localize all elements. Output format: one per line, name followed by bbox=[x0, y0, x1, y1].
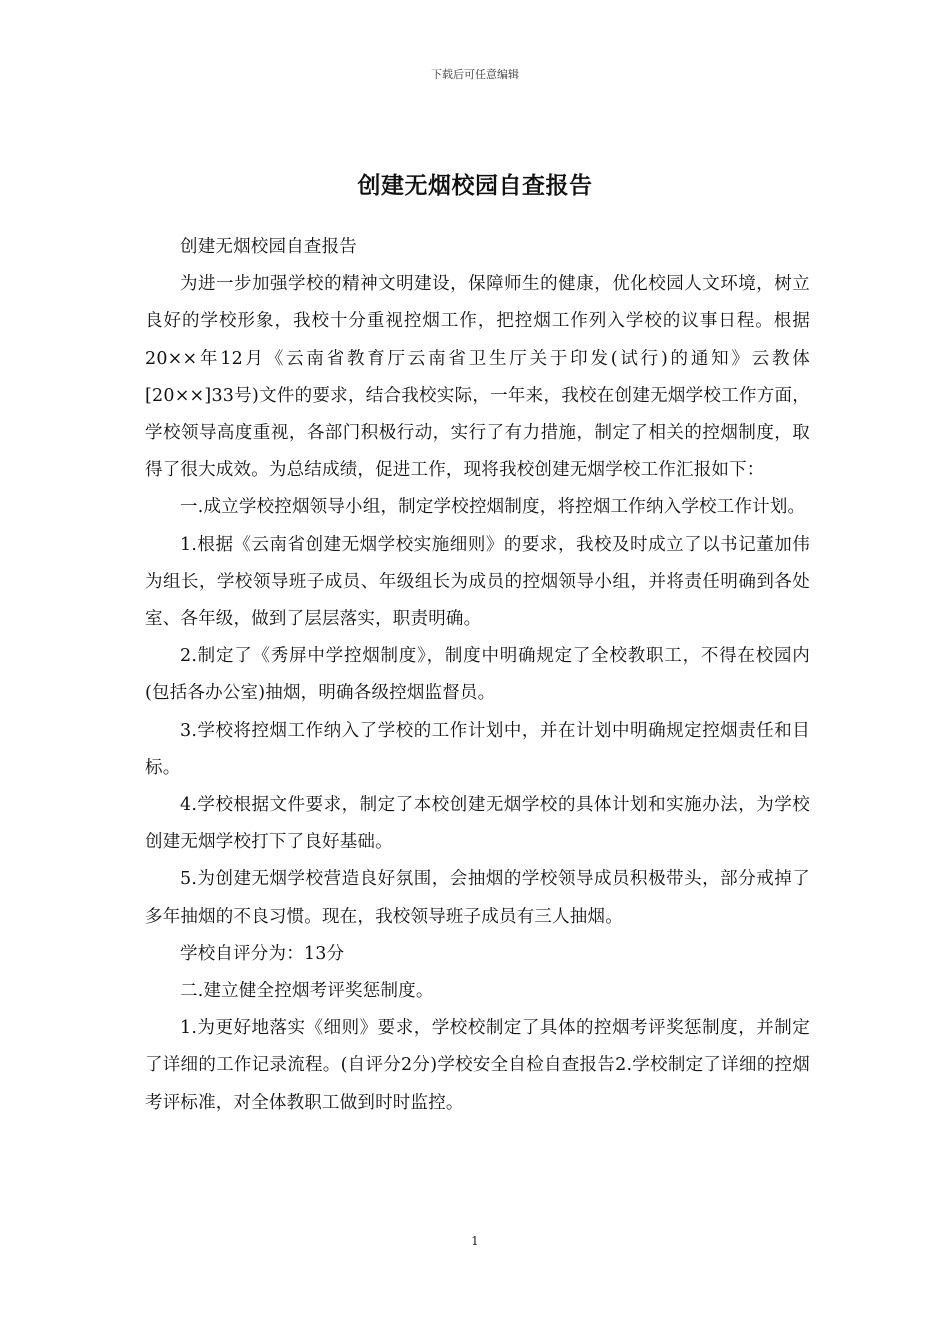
paragraph-intro: 为进一步加强学校的精神文明建设，保障师生的健康，优化校园人文环境，树立良好的学校形象，我校十分重视控烟工作，把控烟工作列入学校的议事日程。根据20××年12月《云南省教育厅云南省卫生厅关于印发(试行)的通知》云教体[20××]33号)文件的要求，结合我校实际，一年来，我校在创建无烟学校工作方面，学校领导高度重视，各部门积极行动，实行了有力措施，制定了相关的控烟制度，取得了很大成效。为总结成绩，促进工作，现将我校创建无烟学校工作汇报如下： bbox=[145, 274, 810, 481]
paragraph-item-5: 5.为创建无烟学校营造良好氛围，会抽烟的学校领导成员积极带头，部分戒掉了多年抽烟的不良习惯。现在，我校领导班子成员有三人抽烟。 bbox=[145, 869, 810, 927]
paragraph-subtitle: 创建无烟校园自查报告 bbox=[180, 237, 357, 257]
paragraph-item-4: 4.学校根据文件要求，制定了本校创建无烟学校的具体计划和实施办法，为学校创建无烟学校打下了良好基础。 bbox=[145, 795, 810, 853]
page-header: 下载后可任意编辑 bbox=[431, 68, 519, 81]
document-title: 创建无烟校园自查报告 bbox=[357, 173, 593, 200]
paragraph-section-2-heading: 二.建立健全控烟考评奖惩制度。 bbox=[180, 981, 434, 1002]
paragraph-section-1-heading: 一.成立学校控烟领导小组，制定学校控烟制度，将控烟工作纳入学校工作计划。 bbox=[180, 497, 806, 518]
page-number: 1 bbox=[471, 1234, 479, 1248]
paragraph-item-3: 3.学校将控烟工作纳入了学校的工作计划中，并在计划中明确规定控烟责任和目标。 bbox=[145, 720, 810, 778]
paragraph-item-1: 1.根据《云南省创建无烟学校实施细则》的要求，我校及时成立了以书记董加伟为组长，学校领导班子成员、年级组长为成员的控烟领导小组，并将责任明确到各处室、各年级，做到了层层落实，职责明确。 bbox=[145, 534, 810, 630]
document-body bbox=[145, 229, 810, 1122]
paragraph-item-2: 2.制定了《秀屏中学控烟制度》，制度中明确规定了全校教职工，不得在校园内(包括各办公室)抽烟，明确各级控烟监督员。 bbox=[145, 646, 810, 704]
paragraph-self-score: 学校自评分为：13分 bbox=[180, 943, 345, 964]
paragraph-section-2-item-1: 1.为更好地落实《细则》要求，学校校制定了具体的控烟考评奖惩制度，并制定了详细的工作记录流程。(自评分2分)学校安全自检自查报告2.学校制定了详细的控烟考评标准，对全体教职工做到时时监控。 bbox=[145, 1018, 810, 1113]
